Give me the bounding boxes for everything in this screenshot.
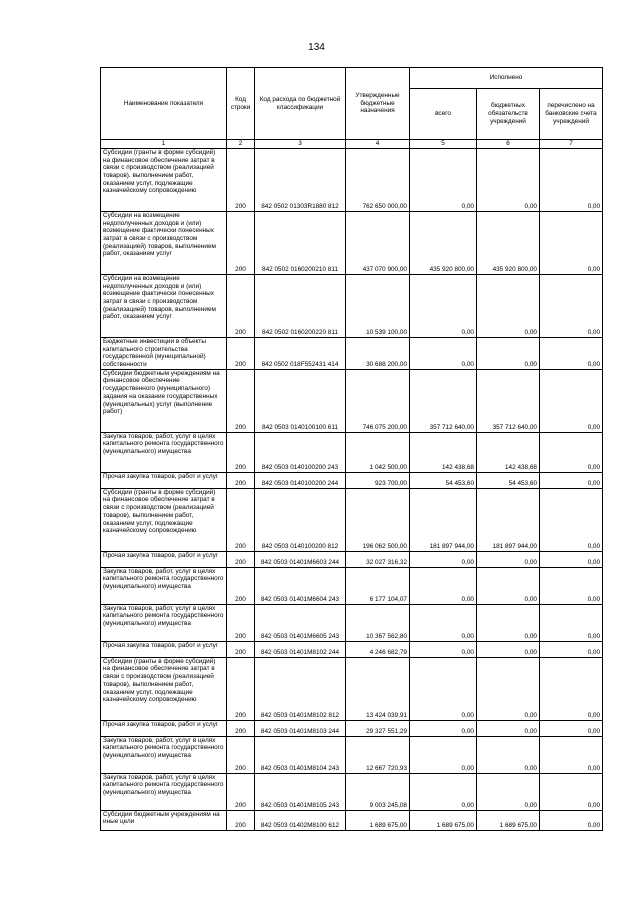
row-name-cell: Субсидии бюджетным учреждениям на финансовое обеспечение государственного (муниципального) задания на оказание государственных (муниципальных) услуг (выполнение работ): [101, 369, 227, 432]
row-name-cell: Бюджетные инвестиции в объекты капитального строительства государственной (муниципальной) собственности: [101, 338, 227, 370]
row-name-cell: Прочая закупка товаров, работ и услуг: [101, 472, 227, 488]
table-row: [101, 369, 603, 432]
row-transferred-cell: 0,00: [540, 720, 603, 736]
row-approved-cell: 10 539 100,00: [346, 275, 410, 338]
column-number: 2: [227, 140, 255, 149]
row-budget-code-cell: 842 0502 0160200210 811: [255, 212, 346, 275]
row-transferred-cell: 0,00: [540, 212, 603, 275]
row-approved-cell: 6 177 104,07: [346, 567, 410, 604]
row-obligations-cell: 0,00: [477, 551, 540, 567]
row-transferred-cell: 0,00: [540, 641, 603, 657]
row-total-cell: 54 453,60: [410, 472, 477, 488]
row-name-cell: Прочая закупка товаров, работ и услуг: [101, 720, 227, 736]
row-code-cell: 200: [227, 472, 255, 488]
row-name-cell: Субсидии (гранты в форме субсидий) на финансовое обеспечение затрат в связи с производством (реализацией товаров), выполнением работ, оказанием услуг, подлежащие казначейскому сопровождению: [101, 657, 227, 720]
row-budget-code-cell: 842 0503 01402M8100 612: [255, 810, 346, 830]
row-obligations-cell: 54 453,60: [477, 472, 540, 488]
table-row: [101, 149, 603, 212]
row-transferred-cell: 0,00: [540, 773, 603, 810]
row-obligations-cell: 0,00: [477, 604, 540, 641]
row-name-cell: Субсидии бюджетным учреждениям на иные цели: [101, 810, 227, 830]
table-row: [101, 641, 603, 657]
row-approved-cell: 1 042 500,00: [346, 432, 410, 472]
row-name-cell: Субсидии на возмещение недополученных доходов и (или) возмещение фактически понесенных затрат в связи с производством (реализацией) товаров, выполнением работ, оказанием услуг: [101, 212, 227, 275]
row-approved-cell: 9 003 245,08: [346, 773, 410, 810]
row-code-cell: 200: [227, 641, 255, 657]
row-approved-cell: 29 327 551,29: [346, 720, 410, 736]
table-row: [101, 338, 603, 370]
column-number: 7: [540, 140, 603, 149]
column-number: 1: [101, 140, 227, 149]
row-budget-code-cell: 842 0503 01401M8103 244: [255, 720, 346, 736]
row-name-cell: Субсидии на возмещение недополученных доходов и (или) возмещение фактически понесенных затрат в связи с производством (реализацией) товаров, выполнением работ, оказанием услуг: [101, 275, 227, 338]
row-approved-cell: 923 700,00: [346, 472, 410, 488]
table-row: [101, 567, 603, 604]
column-number: 3: [255, 140, 346, 149]
budget-execution-table: [100, 67, 603, 831]
table-row: [101, 488, 603, 551]
row-transferred-cell: 0,00: [540, 604, 603, 641]
row-code-cell: 200: [227, 212, 255, 275]
column-number: 5: [410, 140, 477, 149]
row-total-cell: 0,00: [410, 567, 477, 604]
row-code-cell: 200: [227, 149, 255, 212]
header-budget-code: Код расхода по бюджетной классификации: [255, 68, 346, 140]
row-obligations-cell: 0,00: [477, 720, 540, 736]
row-transferred-cell: 0,00: [540, 567, 603, 604]
header-line-code: Код строки: [227, 68, 255, 140]
row-approved-cell: 10 367 562,80: [346, 604, 410, 641]
row-name-cell: Прочая закупка товаров, работ и услуг: [101, 641, 227, 657]
row-approved-cell: 196 062 500,00: [346, 488, 410, 551]
row-code-cell: 200: [227, 773, 255, 810]
row-name-cell: Закупка товаров, работ, услуг в целях капитального ремонта государственного (муниципального) имущества: [101, 736, 227, 773]
row-name-cell: Прочая закупка товаров, работ и услуг: [101, 551, 227, 567]
row-approved-cell: 32 027 316,32: [346, 551, 410, 567]
row-budget-code-cell: 842 0503 01401M8102 244: [255, 641, 346, 657]
row-code-cell: 200: [227, 551, 255, 567]
row-budget-code-cell: 842 0503 0140100200 812: [255, 488, 346, 551]
row-total-cell: 0,00: [410, 657, 477, 720]
row-code-cell: 200: [227, 432, 255, 472]
row-budget-code-cell: 842 0503 01401M8102 812: [255, 657, 346, 720]
row-total-cell: 1 689 675,00: [410, 810, 477, 830]
column-number: 6: [477, 140, 540, 149]
row-total-cell: 0,00: [410, 275, 477, 338]
row-budget-code-cell: 842 0502 0160200220 811: [255, 275, 346, 338]
row-total-cell: 357 712 640,00: [410, 369, 477, 432]
row-approved-cell: 437 070 900,00: [346, 212, 410, 275]
row-obligations-cell: 142 438,68: [477, 432, 540, 472]
page-number: 134: [308, 42, 325, 53]
row-code-cell: 200: [227, 338, 255, 370]
row-approved-cell: 12 667 720,93: [346, 736, 410, 773]
row-transferred-cell: 0,00: [540, 369, 603, 432]
header-transferred: перечислено на банковские счета учреждений: [540, 89, 603, 140]
header-indicator-name: Наименование показателя: [101, 68, 227, 140]
table-row: [101, 773, 603, 810]
row-code-cell: 200: [227, 567, 255, 604]
row-total-cell: 142 438,68: [410, 432, 477, 472]
row-approved-cell: 4 246 682,79: [346, 641, 410, 657]
row-approved-cell: 1 689 675,00: [346, 810, 410, 830]
header-executed: Исполнено: [410, 68, 603, 89]
row-code-cell: 200: [227, 275, 255, 338]
table-row: [101, 810, 603, 830]
row-budget-code-cell: 842 0503 01401M6603 244: [255, 551, 346, 567]
row-approved-cell: 13 424 039,91: [346, 657, 410, 720]
row-budget-code-cell: 842 0502 01303R1880 812: [255, 149, 346, 212]
row-code-cell: 200: [227, 810, 255, 830]
row-budget-code-cell: 842 0503 0140100100 611: [255, 369, 346, 432]
row-obligations-cell: 0,00: [477, 773, 540, 810]
row-obligations-cell: 0,00: [477, 338, 540, 370]
row-total-cell: 0,00: [410, 149, 477, 212]
row-total-cell: 0,00: [410, 720, 477, 736]
table-row: [101, 275, 603, 338]
column-number: 4: [346, 140, 410, 149]
row-approved-cell: 746 075 200,00: [346, 369, 410, 432]
row-transferred-cell: 0,00: [540, 472, 603, 488]
row-budget-code-cell: 842 0503 01401M8105 243: [255, 773, 346, 810]
row-transferred-cell: 0,00: [540, 149, 603, 212]
row-total-cell: 0,00: [410, 773, 477, 810]
row-obligations-cell: 0,00: [477, 736, 540, 773]
table-row: [101, 551, 603, 567]
row-obligations-cell: 435 920 800,00: [477, 212, 540, 275]
row-transferred-cell: 0,00: [540, 488, 603, 551]
row-transferred-cell: 0,00: [540, 810, 603, 830]
row-obligations-cell: 181 897 944,00: [477, 488, 540, 551]
row-obligations-cell: 0,00: [477, 567, 540, 604]
row-obligations-cell: 0,00: [477, 275, 540, 338]
row-transferred-cell: 0,00: [540, 275, 603, 338]
row-obligations-cell: 0,00: [477, 641, 540, 657]
row-transferred-cell: 0,00: [540, 736, 603, 773]
table-body: [101, 149, 603, 831]
row-transferred-cell: 0,00: [540, 657, 603, 720]
row-total-cell: 0,00: [410, 604, 477, 641]
row-code-cell: 200: [227, 604, 255, 641]
row-code-cell: 200: [227, 488, 255, 551]
row-budget-code-cell: 842 0503 01401M8104 243: [255, 736, 346, 773]
row-code-cell: 200: [227, 657, 255, 720]
table-row: [101, 604, 603, 641]
row-budget-code-cell: 842 0503 01401M6605 243: [255, 604, 346, 641]
header-total: всего: [410, 89, 477, 140]
row-budget-code-cell: 842 0503 0140100200 244: [255, 472, 346, 488]
row-code-cell: 200: [227, 720, 255, 736]
row-name-cell: Субсидии (гранты в форме субсидий) на финансовое обеспечение затрат в связи с производством (реализацией товаров), выполнением работ, оказанием услуг, подлежащие казначейскому сопровождению: [101, 488, 227, 551]
row-name-cell: Субсидии (гранты в форме субсидий) на финансовое обеспечение затрат в связи с производством (реализацией товаров), выполнением работ, оказанием услуг, подлежащие казначейскому сопровождению: [101, 149, 227, 212]
row-total-cell: 435 920 800,00: [410, 212, 477, 275]
table-row: [101, 736, 603, 773]
row-name-cell: Закупка товаров, работ, услуг в целях капитального ремонта государственного (муниципального) имущества: [101, 432, 227, 472]
row-total-cell: 0,00: [410, 641, 477, 657]
table-row: [101, 657, 603, 720]
table-row: [101, 212, 603, 275]
table-row: [101, 720, 603, 736]
row-obligations-cell: 0,00: [477, 657, 540, 720]
header-obligations: бюджетных обязательств учреждений: [477, 89, 540, 140]
row-total-cell: 0,00: [410, 551, 477, 567]
row-name-cell: Закупка товаров, работ, услуг в целях капитального ремонта государственного (муниципального) имущества: [101, 567, 227, 604]
row-name-cell: Закупка товаров, работ, услуг в целях капитального ремонта государственного (муниципального) имущества: [101, 604, 227, 641]
header-approved: Утвержденные бюджетные назначения: [346, 68, 410, 140]
row-name-cell: Закупка товаров, работ, услуг в целях капитального ремонта государственного (муниципального) имущества: [101, 773, 227, 810]
row-transferred-cell: 0,00: [540, 338, 603, 370]
row-code-cell: 200: [227, 369, 255, 432]
row-budget-code-cell: 842 0502 018F552431 414: [255, 338, 346, 370]
row-budget-code-cell: 842 0503 01401M6604 243: [255, 567, 346, 604]
table-row: [101, 432, 603, 472]
row-approved-cell: 762 650 000,00: [346, 149, 410, 212]
row-code-cell: 200: [227, 736, 255, 773]
row-transferred-cell: 0,00: [540, 551, 603, 567]
row-transferred-cell: 0,00: [540, 432, 603, 472]
row-approved-cell: 30 688 200,00: [346, 338, 410, 370]
row-total-cell: 0,00: [410, 736, 477, 773]
table-row: [101, 472, 603, 488]
row-obligations-cell: 357 712 640,00: [477, 369, 540, 432]
row-obligations-cell: 0,00: [477, 149, 540, 212]
row-budget-code-cell: 842 0503 0140100200 243: [255, 432, 346, 472]
row-total-cell: 0,00: [410, 338, 477, 370]
row-total-cell: 181 897 944,00: [410, 488, 477, 551]
row-obligations-cell: 1 689 675,00: [477, 810, 540, 830]
